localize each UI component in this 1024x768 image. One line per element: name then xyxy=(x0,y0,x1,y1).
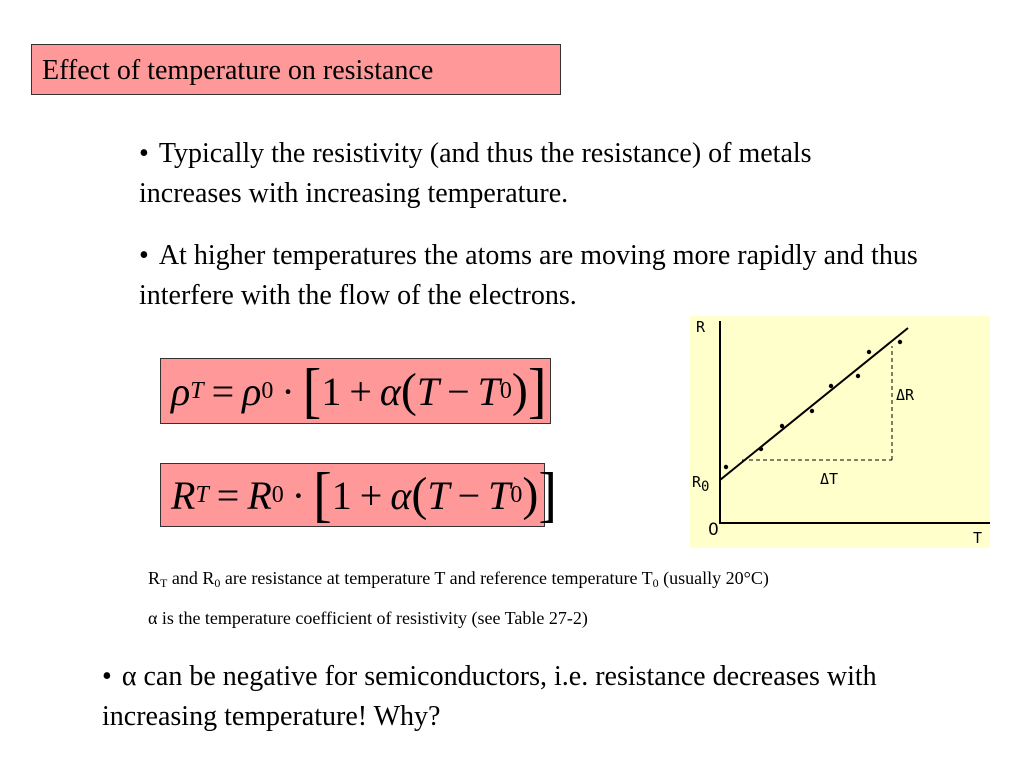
eq-symbol: T xyxy=(416,368,440,414)
eq-subscript: 0 xyxy=(261,377,274,404)
eq-symbol: R xyxy=(171,472,196,518)
bullet-resistivity-increase xyxy=(139,134,899,214)
bullet-text: At higher temperatures the atoms are moving more rapidly and thus interfere with the flow of the electrons. xyxy=(139,240,918,311)
eq-operator: + xyxy=(359,472,383,518)
eq-subscript: 0 xyxy=(499,377,512,404)
eq-bracket: ] xyxy=(538,460,558,530)
graph-background xyxy=(690,316,990,548)
r0-subscript: 0 xyxy=(701,479,710,495)
data-point xyxy=(780,424,784,428)
eq-operator: = xyxy=(216,472,240,518)
note-text: and R xyxy=(167,568,215,588)
data-point xyxy=(856,374,860,378)
bullet-text: Typically the resistivity (and thus the resistance) of metals increases with increasing temperature. xyxy=(139,138,812,209)
x-axis-label: T xyxy=(973,529,983,547)
note-subscript: 0 xyxy=(652,576,659,590)
eq-operator: − xyxy=(447,368,470,414)
bullet-marker: • xyxy=(139,240,149,271)
eq-bracket: [ xyxy=(313,460,332,530)
eq-paren: ( xyxy=(400,364,417,417)
eq-number: 1 xyxy=(331,472,352,518)
eq-symbol: ρ xyxy=(171,368,191,414)
eq-symbol: ρ xyxy=(242,368,262,414)
eq-subscript: 0 xyxy=(271,481,284,508)
bullet-marker: • xyxy=(102,661,112,692)
eq-operator: + xyxy=(349,368,372,414)
origin-label: 0 xyxy=(708,520,719,540)
eq-symbol: T xyxy=(427,472,450,518)
bullet-marker: • xyxy=(139,138,149,169)
eq-symbol: T xyxy=(488,472,511,518)
bullet-atoms-moving xyxy=(139,236,919,316)
r0-letter: R xyxy=(692,473,702,491)
slide-title: Effect of temperature on resistance xyxy=(31,44,561,95)
note-text: (usually 20°C) xyxy=(658,568,769,588)
eq-symbol: α xyxy=(379,368,401,414)
note-rt-r0-definition xyxy=(148,568,769,591)
data-point xyxy=(810,409,814,413)
bullet-semiconductors xyxy=(102,657,882,737)
eq-paren: ) xyxy=(511,364,528,417)
bullet-text: α can be negative for semiconductors, i.e. resistance decreases with increasing temperature! Why? xyxy=(102,661,877,732)
eq-subscript: T xyxy=(190,377,204,404)
eq-operator: · xyxy=(281,368,295,414)
data-point xyxy=(898,340,902,344)
resistance-vs-temperature-graph xyxy=(690,316,990,548)
eq-bracket: [ xyxy=(302,356,322,426)
note-subscript: T xyxy=(160,576,168,590)
eq-subscript: 0 xyxy=(510,481,523,508)
resistance-equation xyxy=(160,460,558,530)
eq-subscript: T xyxy=(195,481,209,508)
delta-r-label: ΔR xyxy=(896,386,915,404)
note-alpha-definition: α is the temperature coefficient of resistivity (see Table 27-2) xyxy=(148,608,588,628)
data-point xyxy=(724,465,728,469)
eq-paren: ( xyxy=(411,468,428,521)
eq-symbol: α xyxy=(390,472,412,518)
note-text: are resistance at temperature T and reference temperature T xyxy=(220,568,653,588)
note-text: R xyxy=(148,568,161,588)
y-axis-label: R xyxy=(696,318,706,336)
eq-symbol: T xyxy=(477,368,500,414)
eq-operator: = xyxy=(211,368,235,414)
data-point xyxy=(829,384,833,388)
eq-symbol: R xyxy=(247,472,272,518)
eq-paren: ) xyxy=(522,468,539,521)
delta-t-label: ΔT xyxy=(820,470,839,488)
eq-operator: − xyxy=(457,472,481,518)
eq-bracket: ] xyxy=(527,356,547,426)
resistivity-equation xyxy=(160,358,551,424)
eq-operator: · xyxy=(291,472,306,518)
data-point xyxy=(867,350,871,354)
data-point xyxy=(759,447,763,451)
eq-number: 1 xyxy=(321,368,342,414)
note-subscript: 0 xyxy=(214,576,221,590)
